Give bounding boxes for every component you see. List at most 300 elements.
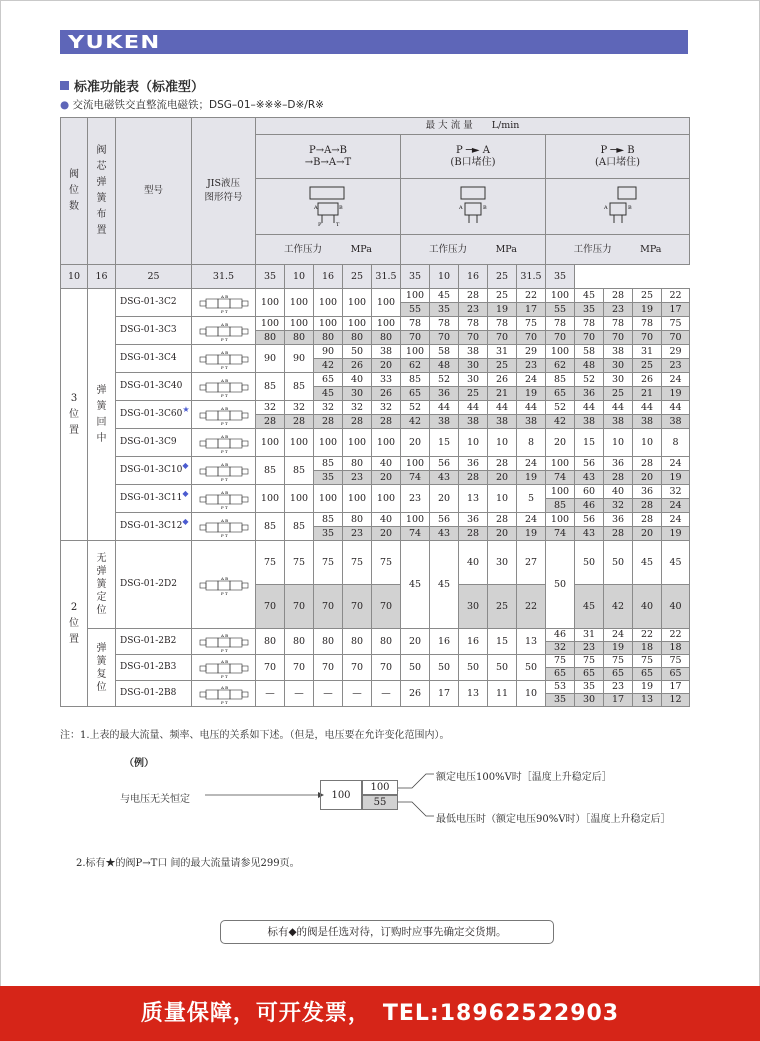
svg-text:A B: A B xyxy=(220,461,228,467)
flow-value-min: 46 xyxy=(575,499,604,513)
flow-value-rated: 100 xyxy=(285,317,314,331)
flow-value-rated: 38 xyxy=(604,345,633,359)
jis-valve-symbol-icon xyxy=(196,489,252,509)
symbol-pb xyxy=(546,179,690,235)
flow-value-rated: 80 xyxy=(343,513,372,527)
flow-value-min: 30 xyxy=(459,359,488,373)
flow-value-min: 18 xyxy=(633,642,662,655)
flow-value: 17 xyxy=(430,681,459,707)
jis-symbol xyxy=(192,513,256,541)
flow-value-rated: 100 xyxy=(401,289,430,303)
jis-valve-symbol-icon xyxy=(196,377,252,397)
flow-value-rated: 28 xyxy=(604,289,633,303)
jis-valve-symbol-icon xyxy=(196,632,252,652)
flow-value-rated: 40 xyxy=(372,513,401,527)
svg-text:A B: A B xyxy=(220,632,228,638)
flow-value-rated: 46 xyxy=(546,629,575,642)
flow-value-min: 70 xyxy=(372,585,401,629)
jis-valve-symbol-icon xyxy=(196,433,252,453)
flow-value-min: 42 xyxy=(546,415,575,429)
model-cell: DSG-01-3C4 xyxy=(116,345,192,373)
flow-value-min: 23 xyxy=(575,642,604,655)
flow-value: 13 xyxy=(517,629,546,655)
flow-value-min: 25 xyxy=(488,585,517,629)
flow-value-min: 70 xyxy=(488,331,517,345)
flow-value-min: 48 xyxy=(430,359,459,373)
flow-value-rated: 25 xyxy=(633,289,662,303)
flow-value-min: 23 xyxy=(343,471,372,485)
flow-value-rated: 22 xyxy=(662,629,690,642)
flow-value: 50 xyxy=(401,655,430,681)
flow-value: 15 xyxy=(430,429,459,457)
flow-value-min: 38 xyxy=(633,415,662,429)
flow-value-min: 70 xyxy=(314,585,343,629)
flow-value-min: 30 xyxy=(575,694,604,707)
flow-value-min: 28 xyxy=(459,527,488,541)
flow-value-min: 28 xyxy=(256,415,285,429)
flow-value-rated: 45 xyxy=(662,541,690,585)
example-left-text: 与电压无关恒定 xyxy=(120,794,190,805)
flow-value-rated: 85 xyxy=(401,373,430,387)
jis-symbol xyxy=(192,429,256,457)
flow-value: 8 xyxy=(662,429,690,457)
flow-value-rated: 52 xyxy=(430,373,459,387)
flow-value-min: 70 xyxy=(546,331,575,345)
flow-value-min: 25 xyxy=(633,359,662,373)
flow-value-min: 38 xyxy=(604,415,633,429)
flow-value: 85 xyxy=(285,373,314,401)
pressure-value: 25 xyxy=(116,265,192,289)
flow-value-min: 48 xyxy=(575,359,604,373)
flow-value: 20 xyxy=(401,629,430,655)
flow-value-rated: 75 xyxy=(662,655,690,668)
note-2: 2.标有★的阀P→T口 间的最大流量请参见299页。 xyxy=(76,858,300,869)
flow-value-min: 20 xyxy=(633,471,662,485)
flow-value-rated: 28 xyxy=(488,457,517,471)
svg-text:A: A xyxy=(603,205,608,212)
flow-value-min: 35 xyxy=(575,303,604,317)
jis-valve-symbol-icon xyxy=(196,461,252,481)
flow-value: 85 xyxy=(285,457,314,485)
flow-value-min: 28 xyxy=(633,499,662,513)
flow-value-min: 23 xyxy=(343,527,372,541)
example-value-100: 100 xyxy=(320,780,362,810)
flow-value-rated: 36 xyxy=(604,513,633,527)
flow-value-min: 19 xyxy=(604,642,633,655)
flow-value-min: 70 xyxy=(662,331,690,345)
flow-value-rated: 78 xyxy=(575,317,604,331)
flow-value-min: 43 xyxy=(575,527,604,541)
flow-value: 100 xyxy=(256,429,285,457)
flow-value: 70 xyxy=(314,655,343,681)
pressure-label-3: 工作压力 MPa xyxy=(546,235,690,265)
svg-text:A: A xyxy=(459,205,463,212)
flow-value-min: 65 xyxy=(401,387,430,401)
flow-value-min: 25 xyxy=(459,387,488,401)
flow-value-rated: 85 xyxy=(546,373,575,387)
flow-value-min: 80 xyxy=(285,331,314,345)
valve-symbol-icon xyxy=(588,183,648,227)
flow-value-rated: 29 xyxy=(517,345,546,359)
flow-value: — xyxy=(372,681,401,707)
flow-value: 15 xyxy=(575,429,604,457)
flow-value-min: 74 xyxy=(401,527,430,541)
flow-value: 80 xyxy=(343,629,372,655)
svg-text:A B: A B xyxy=(220,293,228,299)
flow-value-min: 70 xyxy=(285,585,314,629)
flow-value-min: 65 xyxy=(546,668,575,681)
jis-valve-symbol-icon xyxy=(196,321,252,341)
banner-text: 质量保障，可开发票， TEL:18962522903 xyxy=(140,1001,620,1026)
flow-value: 50 xyxy=(546,541,575,629)
flow-value-min: 74 xyxy=(546,527,575,541)
flow-value-rated: 32 xyxy=(662,485,690,499)
flow-value-min: 80 xyxy=(256,331,285,345)
flow-value-rated: 33 xyxy=(372,373,401,387)
flow-value-rated: 100 xyxy=(546,485,575,499)
flow-value-rated: 22 xyxy=(633,629,662,642)
flow-value: 90 xyxy=(256,345,285,373)
flow-value: 70 xyxy=(372,655,401,681)
flow-value: 20 xyxy=(430,485,459,513)
flow-value-rated: 24 xyxy=(517,513,546,527)
svg-text:A B: A B xyxy=(220,349,228,355)
flow-value-rated: 36 xyxy=(459,457,488,471)
svg-text:P T: P T xyxy=(220,364,228,369)
flow-value-rated: 100 xyxy=(546,513,575,527)
example-top-note: 额定电压100%V时［温度上升稳定后］ xyxy=(436,772,612,783)
flow-value-min: 32 xyxy=(604,499,633,513)
flow-value-min: 38 xyxy=(662,415,690,429)
example-bottom-note: 最低电压时（额定电压90%V时）［温度上升稳定后］ xyxy=(436,814,671,825)
flow-value-min: 25 xyxy=(488,359,517,373)
flow-value-rated: 40 xyxy=(343,373,372,387)
flow-value-rated: 56 xyxy=(575,457,604,471)
flow-value: 70 xyxy=(285,655,314,681)
svg-text:A B: A B xyxy=(220,575,228,581)
pressure-value: 16 xyxy=(88,265,116,289)
flow-value-min: 65 xyxy=(575,668,604,681)
flow-value: 16 xyxy=(430,629,459,655)
flow-value-rated: 26 xyxy=(633,373,662,387)
flow-value-min: 21 xyxy=(633,387,662,401)
jis-valve-symbol-icon xyxy=(196,658,252,678)
flow-value-rated: 100 xyxy=(314,317,343,331)
flow-value-rated: 58 xyxy=(430,345,459,359)
svg-text:P T: P T xyxy=(220,699,228,704)
pressure-value: 10 xyxy=(430,265,459,289)
flow-value-rated: 24 xyxy=(662,513,690,527)
flow-value-rated: 30 xyxy=(604,373,633,387)
flow-value-rated: 44 xyxy=(662,401,690,415)
flow-value: 100 xyxy=(285,429,314,457)
flow-value-rated: 22 xyxy=(662,289,690,303)
flow-value: 23 xyxy=(401,485,430,513)
flow-value: 100 xyxy=(285,485,314,513)
flow-value-min: 28 xyxy=(604,527,633,541)
model-cell: DSG-01-2B2 xyxy=(116,629,192,655)
svg-text:A B: A B xyxy=(220,517,228,523)
flow-value-rated: 45 xyxy=(633,541,662,585)
flow-value: — xyxy=(256,681,285,707)
flow-value: 100 xyxy=(343,485,372,513)
model-cell: DSG-01-3C3 xyxy=(116,317,192,345)
model-cell: DSG-01-3C60★ xyxy=(116,401,192,429)
flow-value-rated: 45 xyxy=(575,289,604,303)
flow-value-min: 30 xyxy=(459,585,488,629)
svg-text:A B: A B xyxy=(220,658,228,664)
pressure-label-1: 工作压力 MPa xyxy=(256,235,401,265)
flow-value-min: 23 xyxy=(604,303,633,317)
flow-value-rated: 56 xyxy=(430,513,459,527)
flow-value-min: 42 xyxy=(401,415,430,429)
flow-value-rated: 44 xyxy=(459,401,488,415)
model-cell: DSG-01-3C40 xyxy=(116,373,192,401)
jis-symbol xyxy=(192,629,256,655)
flow-value: 50 xyxy=(430,655,459,681)
flow-value: 100 xyxy=(314,429,343,457)
jis-valve-symbol-icon xyxy=(196,405,252,425)
pressure-value: 31.5 xyxy=(517,265,546,289)
svg-text:P T: P T xyxy=(220,590,228,595)
flow-value-min: 28 xyxy=(604,471,633,485)
flow-value-rated: 44 xyxy=(575,401,604,415)
flow-value-rated: 52 xyxy=(575,373,604,387)
flow-value-min: 25 xyxy=(604,387,633,401)
flow-value-min: 19 xyxy=(488,303,517,317)
jis-symbol xyxy=(192,401,256,429)
pressure-value: 31.5 xyxy=(192,265,256,289)
flow-value-min: 38 xyxy=(575,415,604,429)
group-spring-return: 弹簧复位 xyxy=(88,629,116,707)
pressure-value: 10 xyxy=(61,265,88,289)
flow-value-rated: 24 xyxy=(604,629,633,642)
svg-text:P: P xyxy=(318,222,322,228)
flow-value-rated: 31 xyxy=(633,345,662,359)
flow-value-min: 70 xyxy=(430,331,459,345)
flow-value-rated: 80 xyxy=(343,457,372,471)
flow-value: 50 xyxy=(488,655,517,681)
flow-value-rated: 100 xyxy=(401,345,430,359)
section-subtitle: ● 交流电磁铁交直整流电磁铁；DSG–01–※※※–D※/R※ xyxy=(60,99,324,111)
flow-value: 50 xyxy=(459,655,488,681)
svg-text:P T: P T xyxy=(220,448,228,453)
svg-text:P T: P T xyxy=(220,420,228,425)
flow-value-rated: 75 xyxy=(285,541,314,585)
flow-value-min: 28 xyxy=(372,415,401,429)
flow-value-rated: 36 xyxy=(604,457,633,471)
flow-value-min: 70 xyxy=(343,585,372,629)
group-spring-center: 弹簧回中 xyxy=(88,289,116,541)
flow-value-min: 80 xyxy=(372,331,401,345)
pressure-value: 25 xyxy=(488,265,517,289)
flow-value-rated: 78 xyxy=(401,317,430,331)
model-cell: DSG-01-3C12◆ xyxy=(116,513,192,541)
pressure-label-2: 工作压力 MPa xyxy=(401,235,546,265)
group-3-position: 3位置 xyxy=(61,289,88,541)
flow-value-min: 55 xyxy=(546,303,575,317)
jis-valve-symbol-icon xyxy=(196,517,252,537)
flow-value-rated: 30 xyxy=(459,373,488,387)
jis-symbol xyxy=(192,485,256,513)
brand-header-bar xyxy=(60,30,688,54)
flow-value: 13 xyxy=(459,681,488,707)
flow-value-min: 24 xyxy=(662,499,690,513)
svg-text:P T: P T xyxy=(220,392,228,397)
flow-value-rated: 50 xyxy=(604,541,633,585)
svg-text:A B: A B xyxy=(220,377,228,383)
flow-value-min: 20 xyxy=(372,359,401,373)
symbol-pa xyxy=(401,179,546,235)
flow-value-rated: 75 xyxy=(575,655,604,668)
flow-value-min: 23 xyxy=(459,303,488,317)
flow-value-min: 19 xyxy=(662,527,690,541)
flow-value-rated: 75 xyxy=(256,541,285,585)
flow-value-rated: 22 xyxy=(517,289,546,303)
jis-symbol xyxy=(192,655,256,681)
flow-value: 10 xyxy=(459,429,488,457)
svg-text:P T: P T xyxy=(220,476,228,481)
pressure-value: 35 xyxy=(401,265,430,289)
flow-value: 85 xyxy=(285,513,314,541)
flow-value-rated: 40 xyxy=(372,457,401,471)
flow-value-rated: 17 xyxy=(662,681,690,694)
flow-value-min: 70 xyxy=(459,331,488,345)
flow-value: 100 xyxy=(256,485,285,513)
svg-text:B: B xyxy=(483,205,487,212)
jis-symbol xyxy=(192,289,256,317)
flow-value: 100 xyxy=(285,289,314,317)
flow-value: 45 xyxy=(401,541,430,629)
flow-value-min: 40 xyxy=(662,585,690,629)
flow-value-rated: 38 xyxy=(372,345,401,359)
flow-value-rated: 31 xyxy=(488,345,517,359)
valve-symbol-icon xyxy=(443,183,503,227)
flow-value-rated: 28 xyxy=(633,457,662,471)
flow-value-min: 80 xyxy=(343,331,372,345)
flow-value-rated: 100 xyxy=(546,345,575,359)
flow-value-rated: 100 xyxy=(401,513,430,527)
flow-value-min: 28 xyxy=(343,415,372,429)
flow-value-min: 20 xyxy=(372,471,401,485)
flow-value-min: 65 xyxy=(633,668,662,681)
flow-value-rated: 78 xyxy=(488,317,517,331)
flow-value-rated: 29 xyxy=(662,345,690,359)
flow-value-rated: 44 xyxy=(488,401,517,415)
svg-text:P T: P T xyxy=(220,647,228,652)
flow-value-rated: 24 xyxy=(517,457,546,471)
flow-value-rated: 26 xyxy=(488,373,517,387)
flow-value-min: 28 xyxy=(459,471,488,485)
svg-text:A B: A B xyxy=(220,405,228,411)
flow-value-rated: 78 xyxy=(546,317,575,331)
flow-value: 100 xyxy=(256,289,285,317)
flow-value: 11 xyxy=(488,681,517,707)
flow-value: 10 xyxy=(633,429,662,457)
flow-value: 10 xyxy=(517,681,546,707)
flow-value: 80 xyxy=(314,629,343,655)
flow-value: 10 xyxy=(604,429,633,457)
header-flow-ptab: P→A→B →B→A→T xyxy=(256,135,401,179)
header-jis: JIS液压图形符号 xyxy=(192,118,256,265)
flow-value-min: 17 xyxy=(604,694,633,707)
header-max-flow: 最 大 流 量 L/min xyxy=(256,118,690,135)
section-title: 标准功能表（标准型） xyxy=(60,76,204,95)
flow-value-min: 85 xyxy=(546,499,575,513)
flow-value: 80 xyxy=(285,629,314,655)
model-cell: DSG-01-3C11◆ xyxy=(116,485,192,513)
flow-value-rated: 44 xyxy=(517,401,546,415)
flow-value-min: 80 xyxy=(314,331,343,345)
model-cell: DSG-01-3C2 xyxy=(116,289,192,317)
example-label: （例） xyxy=(124,758,154,769)
flow-value: 10 xyxy=(488,485,517,513)
flow-value-min: 28 xyxy=(314,415,343,429)
flow-value-min: 21 xyxy=(488,387,517,401)
flow-value-min: 70 xyxy=(256,585,285,629)
jis-valve-symbol-icon xyxy=(196,575,252,595)
flow-value-rated: 50 xyxy=(343,345,372,359)
flow-value: 80 xyxy=(372,629,401,655)
flow-value-rated: 56 xyxy=(430,457,459,471)
flow-value-rated: 75 xyxy=(314,541,343,585)
circle-bullet-icon: ● xyxy=(60,99,70,111)
flow-value-min: 70 xyxy=(401,331,430,345)
pressure-value: 35 xyxy=(546,265,575,289)
flow-value: 85 xyxy=(256,457,285,485)
flow-value-rated: 28 xyxy=(633,513,662,527)
flow-value-min: 35 xyxy=(314,471,343,485)
flow-value-min: 32 xyxy=(546,642,575,655)
flow-value-rated: 24 xyxy=(662,373,690,387)
flow-value-min: 38 xyxy=(459,415,488,429)
flow-value: 20 xyxy=(401,429,430,457)
yuken-logo: YUKEN xyxy=(68,32,161,53)
flow-value-rated: 32 xyxy=(314,401,343,415)
flow-value-min: 22 xyxy=(517,585,546,629)
svg-text:P T: P T xyxy=(220,504,228,509)
header-positions: 阀位数 xyxy=(61,118,88,265)
flow-value-rated: 27 xyxy=(517,541,546,585)
flow-value-min: 70 xyxy=(633,331,662,345)
svg-text:T: T xyxy=(336,222,340,228)
model-cell: DSG-01-2B3 xyxy=(116,655,192,681)
flow-value-min: 19 xyxy=(662,471,690,485)
note-1: 注：1.上表的最大流量、频率、电压的关系如下述。（但是，电压要在允许变化范围内）。 xyxy=(60,730,450,741)
flow-value-rated: 28 xyxy=(488,513,517,527)
diamond-mark-icon: ◆ xyxy=(182,489,189,498)
flow-value-rated: 85 xyxy=(314,457,343,471)
flow-value: 100 xyxy=(314,289,343,317)
svg-text:P T: P T xyxy=(220,336,228,341)
model-cell: DSG-01-3C9 xyxy=(116,429,192,457)
flow-value-min: 23 xyxy=(517,359,546,373)
flow-value: 70 xyxy=(256,655,285,681)
flow-value-min: 70 xyxy=(517,331,546,345)
flow-value-min: 26 xyxy=(372,387,401,401)
flow-value-min: 45 xyxy=(575,585,604,629)
flow-value: 50 xyxy=(517,655,546,681)
svg-text:A B: A B xyxy=(220,489,228,495)
flow-value-rated: 23 xyxy=(604,681,633,694)
flow-value-min: 18 xyxy=(662,642,690,655)
flow-value-rated: 56 xyxy=(575,513,604,527)
flow-value-rated: 100 xyxy=(546,457,575,471)
flow-value-min: 30 xyxy=(604,359,633,373)
flow-value-min: 13 xyxy=(633,694,662,707)
flow-value-rated: 44 xyxy=(633,401,662,415)
flow-value: 100 xyxy=(372,289,401,317)
